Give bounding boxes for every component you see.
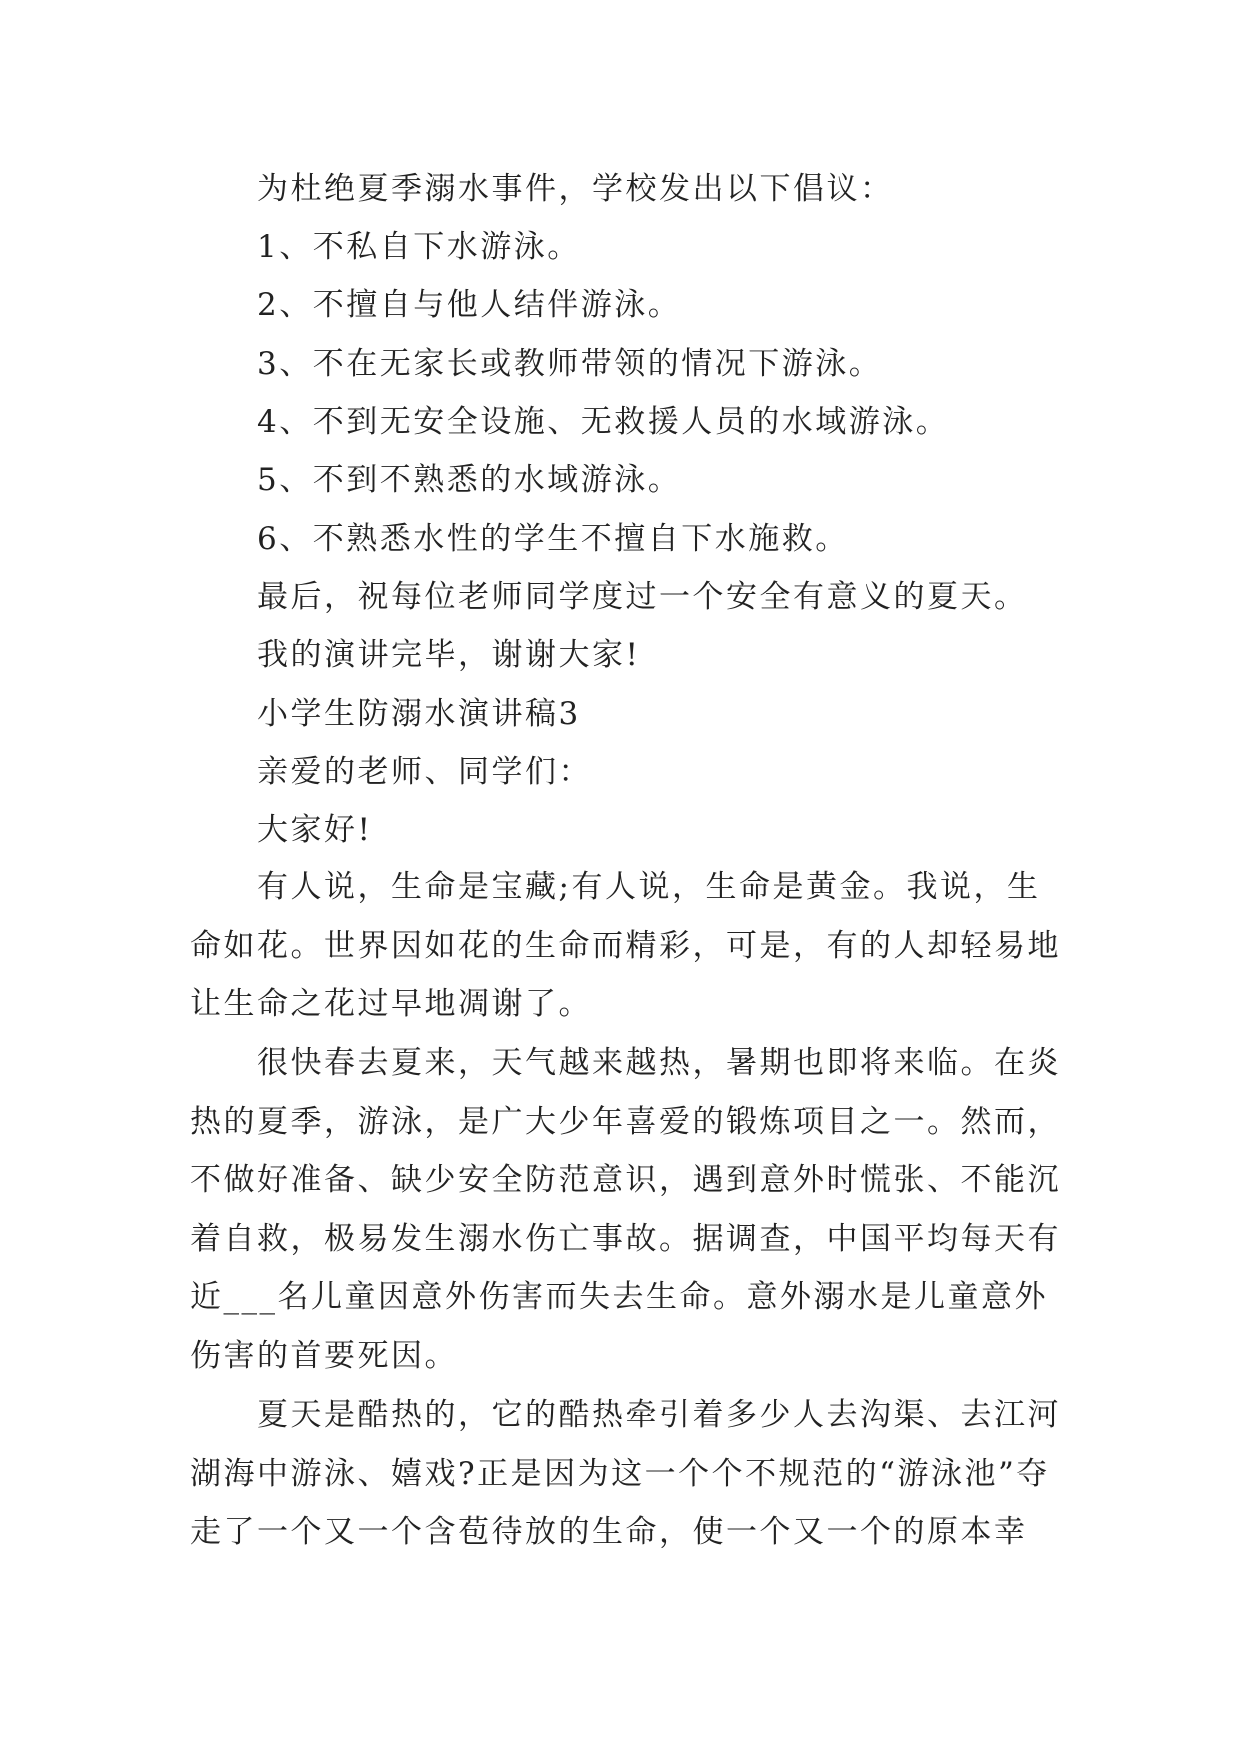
list-item-5: 5、不到不熟悉的水域游泳。 bbox=[257, 462, 682, 498]
salutation-line: 亲爱的老师、同学们： bbox=[257, 754, 592, 790]
list-item-4: 4、不到无安全设施、无救援人员的水域游泳。 bbox=[257, 404, 950, 440]
body-paragraph-1: 有人说，生命是宝藏;有人说，生命是黄金。我说，生命如花。世界因如花的生命而精彩，可是，有的人却轻易地让生命之花过早地凋谢了。 bbox=[190, 869, 1061, 1023]
intro-line: 为杜绝夏季溺水事件，学校发出以下倡议： bbox=[257, 171, 894, 207]
closing-thanks-line: 我的演讲完毕，谢谢大家! bbox=[257, 637, 641, 673]
list-item-6: 6、不熟悉水性的学生不擅自下水施救。 bbox=[257, 521, 849, 557]
list-item-3: 3、不在无家长或教师带领的情况下游泳。 bbox=[257, 346, 883, 382]
body-paragraph-3: 夏天是酷热的，它的酷热牵引着多少人去沟渠、去江河湖海中游泳、嬉戏?正是因为这一个个不规范的“游泳池”夺走了一个又一个含苞待放的生命，使一个又一个的原本幸 bbox=[190, 1397, 1061, 1551]
list-item-1: 1、不私自下水游泳。 bbox=[257, 229, 581, 265]
section-title: 小学生防溺水演讲稿3 bbox=[257, 696, 581, 732]
closing-line: 最后，祝每位老师同学度过一个安全有意义的夏天。 bbox=[257, 579, 1028, 615]
greeting-line: 大家好! bbox=[257, 812, 373, 848]
body-paragraph-2: 很快春去夏来，天气越来越热，暑期也即将来临。在炎热的夏季，游泳，是广大少年喜爱的锻炼项目之一。然而，不做好准备、缺少安全防范意识，遇到意外时慌张、不能沉着自救，极易发生溺水伤亡事故。据调查，中国平均每天有近___名儿童因意外伤害而失去生命。意外溺水是儿童意外伤害的首要死因。 bbox=[190, 1045, 1061, 1374]
list-item-2: 2、不擅自与他人结伴游泳。 bbox=[257, 287, 682, 323]
